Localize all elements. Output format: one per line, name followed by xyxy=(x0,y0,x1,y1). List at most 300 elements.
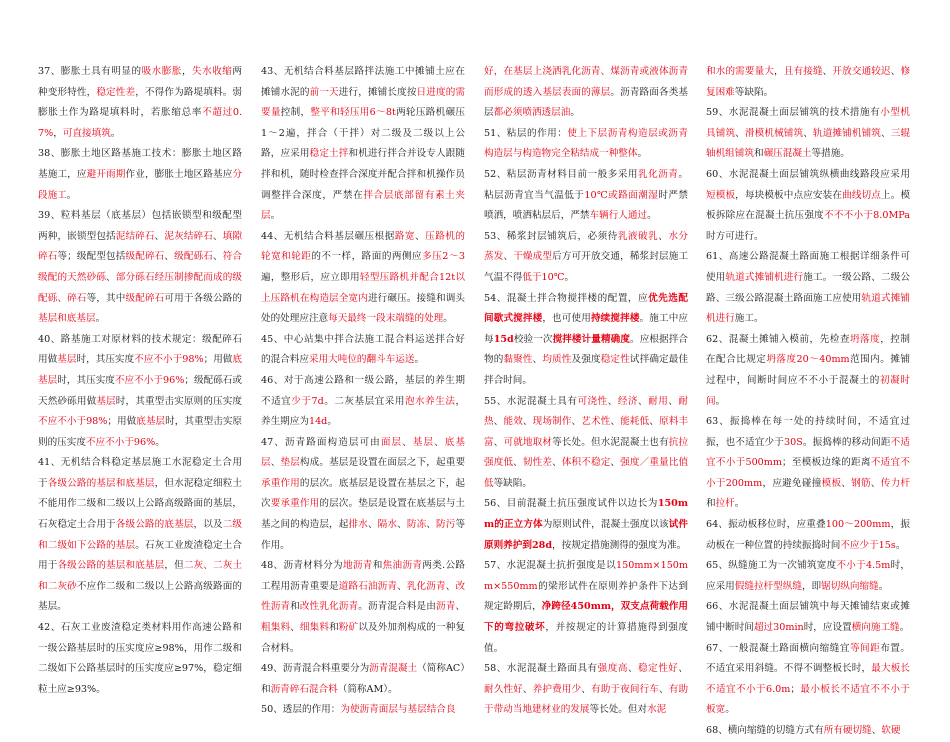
text-run: 55、水泥混凝土具有 xyxy=(484,395,578,407)
highlighted-text: 短模板 xyxy=(706,189,736,201)
text-run: 、 xyxy=(822,66,833,77)
text-run: 以及外加剂构成的一种复合材料。 xyxy=(261,622,466,654)
text-run: （简称AC）和 xyxy=(261,663,466,695)
highlighted-text: 整平和轻压用6～8t xyxy=(310,107,396,119)
highlighted-text: 曲线切点 xyxy=(842,189,881,201)
text-run: ；用做 xyxy=(107,416,137,428)
paragraph xyxy=(38,330,242,454)
text-run: 等缺陷。 xyxy=(734,86,774,98)
text-run: 、 xyxy=(106,271,116,283)
highlighted-text: 韧性差 xyxy=(522,457,553,469)
text-run: 、 xyxy=(434,436,445,448)
highlighted-text: 沥青混凝土 xyxy=(369,663,418,675)
text-run: 、 xyxy=(871,725,882,736)
paragraph xyxy=(706,412,910,515)
text-run: 、 xyxy=(678,663,688,675)
text-run: 、 xyxy=(367,519,378,531)
highlighted-text: 能效 xyxy=(503,416,523,428)
paragraph xyxy=(484,556,688,659)
highlighted-text: 垫层 xyxy=(280,457,300,469)
highlighted-text: 采用大吨位的翻斗车运送 xyxy=(308,354,415,366)
text-run: 时，其重型击实原则的压实度 xyxy=(38,416,243,448)
highlighted-text: 隔水 xyxy=(377,519,398,531)
highlighted-text: 持续搅拌楼 xyxy=(590,313,640,325)
highlighted-text: 30S xyxy=(784,436,803,448)
text-run: 等措施。 xyxy=(811,148,850,160)
text-run: ，控制在配合比规定 xyxy=(706,333,910,366)
text-run: 两类.公路工程用沥青重要是 xyxy=(261,560,466,592)
highlighted-text: 最大板长不适宜不小于6.0m xyxy=(706,663,911,695)
text-run: 。 xyxy=(270,210,281,222)
text-run: 、 xyxy=(610,416,621,428)
text-run: 。 xyxy=(570,107,580,119)
text-run: 43、无机结合料基层路拌法施工中摊铺土应在摊铺水泥的 xyxy=(261,66,465,98)
text-run: 66、水泥混凝土面层铺筑中每天摊铺结束或摊铺中断时间 xyxy=(706,601,910,634)
highlighted-text: 基层 xyxy=(57,354,77,366)
text-run: 58、水泥混凝土路面具有 xyxy=(484,663,598,675)
text-run: 、 xyxy=(668,395,679,407)
highlighted-text: 避开雨期 xyxy=(86,168,126,180)
text-run: 48、沥青材料分为 xyxy=(261,560,343,572)
text-run: ，并按规定的计算措施得到强度值。 xyxy=(484,622,689,654)
highlighted-text: 不应少于15s xyxy=(840,539,896,551)
highlighted-text: 分段施工 xyxy=(38,168,243,201)
paragraph xyxy=(706,103,910,165)
highlighted-text: 最小板长不适宜不不小于板宽 xyxy=(706,683,910,716)
text-run: 、 xyxy=(610,457,621,469)
paragraph xyxy=(38,453,242,618)
highlighted-text: 体积不稳定 xyxy=(561,457,611,469)
text-run: ； xyxy=(790,683,800,695)
text-run: 等长处。但水泥混凝土也有 xyxy=(552,436,669,448)
text-run: 。 xyxy=(95,313,106,325)
text-run: ，即 xyxy=(801,580,822,592)
highlighted-text: 使上下层沥青构造层或沥青构造层与构造物完全粘结成一种整体 xyxy=(484,127,688,160)
highlighted-text: 稳定土拌 xyxy=(309,148,349,160)
highlighted-text: 横向施工缝 xyxy=(851,622,900,634)
text-run: 。 xyxy=(637,148,648,160)
highlighted-text: 各级公路的底基层 xyxy=(115,519,194,531)
text-run: 、 xyxy=(154,230,165,242)
text-run: ；至模板边缘的距离 xyxy=(781,457,871,469)
text-run: 。沥青混合料是由 xyxy=(358,601,436,613)
text-run: 。振捣棒的移动间距 xyxy=(802,436,891,448)
paragraph xyxy=(706,165,910,247)
paragraph xyxy=(706,639,910,721)
highlighted-text: 粗集料 xyxy=(261,622,291,634)
text-run: 上。模板拆除应在混凝土抗压强度 xyxy=(706,189,911,222)
highlighted-text: 轻型压路机并配合12t以上压路机在构造层全宽内 xyxy=(261,271,465,304)
text-run: 等，其中 xyxy=(86,292,126,304)
text-run: 施工。一级公路、二级公路、三级公路混凝土路面施工应使用 xyxy=(706,271,911,304)
text-run: 38、膨胀土地区路基施工技术：膨胀土地区路基施工，应 xyxy=(38,148,242,180)
highlighted-text: 各级公路的基层和底基层 xyxy=(47,477,155,489)
highlighted-text: 不超过0.7% xyxy=(38,107,243,139)
paragraph xyxy=(484,392,688,495)
text-run: 、 xyxy=(552,457,562,469)
text-run: 及强度 xyxy=(571,354,601,366)
text-run: 、 xyxy=(213,230,223,242)
highlighted-text: 稳定性好 xyxy=(638,663,679,675)
highlighted-text: 粉矿 xyxy=(338,622,359,634)
highlighted-text: 艺术性 xyxy=(581,416,611,428)
text-run: 、 xyxy=(455,601,466,613)
highlighted-text: 为使沥青面层与基层结合良 xyxy=(340,704,456,716)
paragraph xyxy=(261,227,465,330)
highlighted-text: 不应不小于96% xyxy=(114,374,185,386)
highlighted-text: 稳定性差 xyxy=(96,86,136,98)
text-run: 构成。基层是设置在面层之下，起重要 xyxy=(299,457,466,469)
highlighted-text: 坍落度 xyxy=(849,333,881,345)
highlighted-text: 好，在基层上浇洒乳化沥青、煤沥青或液体沥青而形成的透入基层表面的薄层 xyxy=(484,66,688,98)
highlighted-text: 碾压混凝土 xyxy=(763,148,812,160)
text-run: 不应作二级和二级以上公路高级路面的基层。 xyxy=(38,580,243,613)
text-run: 50、透层的作用： xyxy=(261,704,341,716)
text-run: 、 xyxy=(426,519,437,531)
text-run: 。 xyxy=(110,127,121,139)
text-run: 时，其压实度 xyxy=(76,354,135,366)
text-run: 、 xyxy=(890,66,901,77)
text-run: 。沥青路面各类基层 xyxy=(484,86,689,119)
text-run: ，每块模板中点应安装在 xyxy=(735,189,843,201)
highlighted-text: 开放交通较迟 xyxy=(832,66,891,77)
text-run: 等作用。 xyxy=(261,519,466,551)
highlighted-text: 级配碎石 xyxy=(125,292,165,304)
text-run: 等长处。但对 xyxy=(589,704,648,716)
highlighted-text: 150mm×150mm×550mm xyxy=(484,560,688,592)
text-run: 、 xyxy=(881,127,891,139)
text-run: 进行，摊铺长度按 xyxy=(338,86,417,98)
text-run: 52、粘层沥青材料目前一般多采用 xyxy=(484,168,639,180)
paragraph xyxy=(38,62,242,144)
highlighted-text: 锯切纵向缩缝 xyxy=(821,580,879,592)
highlighted-text: 面层 xyxy=(380,436,403,448)
text-run: 时，应设置 xyxy=(803,622,852,634)
text-run: 60、水泥混凝土面层铺筑纵横曲线路段应采用 xyxy=(706,168,910,180)
highlighted-text: 不应不小于98% xyxy=(38,416,108,428)
paragraph xyxy=(706,556,910,597)
highlighted-text: 底基层 xyxy=(136,416,166,428)
text-run: ，应避免碰撞 xyxy=(762,477,822,489)
highlighted-text: 前一天 xyxy=(309,86,339,98)
text-run: 。 xyxy=(647,210,657,222)
text-run: 、 xyxy=(803,127,813,139)
text-run: 62、混凝土摊铺入模前，先检查 xyxy=(706,333,850,345)
highlighted-text: 初凝时间 xyxy=(706,374,911,407)
text-run: 后方可开放交通，稀浆封层施工气温不得 xyxy=(484,251,689,283)
text-run: 45、中心站集中拌合法施工混合料运送拌合好的混合料应 xyxy=(261,333,465,366)
text-run: ，不得作为路堤填料。弱膨胀土作为路堤填料时，若胀缩总率 xyxy=(38,86,243,119)
highlighted-text: 有助于夜间行车 xyxy=(590,683,660,695)
text-run: 、 xyxy=(532,354,543,366)
text-run: 时方可进行。 xyxy=(706,230,764,242)
paragraph xyxy=(261,62,465,227)
paragraph xyxy=(484,494,688,556)
text-run: ，振动板在一种位置的持续振捣时间 xyxy=(706,519,911,551)
highlighted-text: 乳化沥青 xyxy=(638,168,679,180)
paragraph xyxy=(484,659,688,721)
highlighted-text: 强度高 xyxy=(597,663,628,675)
text-run: 控制， xyxy=(280,107,311,119)
highlighted-text: 养护费用少 xyxy=(532,683,582,695)
highlighted-text: 轨道摊铺机铺筑 xyxy=(812,127,882,139)
text-run: 时，应采用 xyxy=(706,560,910,592)
text-run: 、 xyxy=(415,230,426,242)
text-run: 47、沥青路面构造层可由 xyxy=(261,436,381,448)
text-run: ， xyxy=(53,127,63,139)
text-run: 的层次。垫层是设置在底基层与土基之间的构造层，起 xyxy=(261,498,466,531)
paragraph xyxy=(706,330,910,412)
highlighted-text: 部分砾石经压制掺配而成的级配砾、碎石 xyxy=(38,271,243,304)
highlighted-text: 失水收缩 xyxy=(192,66,233,77)
text-run: 37、膨胀土具有明显的 xyxy=(38,66,142,77)
text-run: 68、横向缩缝的切缝方式有 xyxy=(706,725,824,736)
highlighted-text: 可浇性 xyxy=(577,395,608,407)
highlighted-text: 能耗低 xyxy=(620,416,650,428)
text-run: 39、粒料基层（底基层）包括嵌锁型和级配型两种，嵌锁型包括 xyxy=(38,210,242,242)
text-run: 。 xyxy=(66,189,77,201)
highlighted-text: 模板 xyxy=(821,477,842,489)
highlighted-text: 所有硬切缝 xyxy=(823,725,872,736)
highlighted-text: 有助于带动当地建材业的发展 xyxy=(484,683,689,716)
highlighted-text: 软硬 xyxy=(881,725,901,736)
text-column-2 xyxy=(261,62,465,721)
highlighted-text: 乳液破乳 xyxy=(617,230,659,242)
highlighted-text: 150mm的正立方体 xyxy=(484,498,688,531)
text-run: 。施工中应每 xyxy=(484,313,689,345)
highlighted-text: 日进度的需要量 xyxy=(261,86,466,119)
paragraph xyxy=(484,227,688,289)
highlighted-text: 吸水膨胀 xyxy=(141,66,182,77)
text-run: 、 xyxy=(503,251,514,263)
text-run: 。 xyxy=(899,622,910,634)
highlighted-text: 改性沥青 xyxy=(261,580,466,613)
text-run: 、 xyxy=(870,477,881,489)
highlighted-text: 泥灰结碎石 xyxy=(164,230,213,242)
highlighted-text: 耐用 xyxy=(648,395,669,407)
text-run: 的层次。底基层是设置在基层之下，起次 xyxy=(261,477,466,510)
highlighted-text: 基层 xyxy=(412,436,435,448)
text-run: 和 xyxy=(372,560,383,572)
text-run: ，以及 xyxy=(193,519,223,531)
highlighted-text: 和水的需要量大 xyxy=(706,66,775,77)
text-run: 、 xyxy=(402,436,413,448)
text-run: 时，其压实度 xyxy=(57,374,115,386)
highlighted-text: 符合级配的天然砂砾 xyxy=(38,251,243,283)
highlighted-text: 乳化沥青 xyxy=(406,580,446,592)
highlighted-text: 二级和二级如下公路的基层 xyxy=(38,519,243,551)
text-run: 。 xyxy=(443,313,453,325)
highlighted-text: 基层 xyxy=(96,395,116,407)
text-run: 、 xyxy=(659,683,669,695)
highlighted-text: 二灰、二灰土和二灰砂 xyxy=(38,560,243,592)
text-run: 进行碾压。接缝和调头处的处理应注意 xyxy=(261,292,466,325)
text-column-1 xyxy=(38,62,242,700)
text-run: 。 xyxy=(734,498,745,510)
highlighted-text: 要承重作用 xyxy=(270,498,320,510)
text-run: 可用于各级公路的 xyxy=(164,292,243,304)
text-run: 范围内。摊铺过程中，间断时间应不不小于混凝土的 xyxy=(706,354,910,386)
paragraph xyxy=(261,371,465,433)
highlighted-text: 坍落度20～40mm xyxy=(766,354,850,366)
text-run: 、 xyxy=(445,580,456,592)
highlighted-text: 强度／重量比值低 xyxy=(484,457,689,489)
text-run: （简称AM）。 xyxy=(337,683,398,695)
highlighted-text: 原料丰富 xyxy=(484,416,689,448)
highlighted-text: 不适宜不小于500mm xyxy=(706,436,911,469)
text-run: 等缺陷。 xyxy=(493,477,532,489)
text-run: 时，其重型击实原则的压实度 xyxy=(115,395,243,407)
paragraph xyxy=(706,597,910,638)
text-run: 、 xyxy=(493,416,504,428)
highlighted-text: 都必须喷洒透层油 xyxy=(493,107,571,119)
text-run: 51、粘层的作用： xyxy=(484,127,568,139)
highlighted-text: 且有接缝 xyxy=(783,66,823,77)
highlighted-text: 10℃或路面潮湿 xyxy=(584,189,659,201)
highlighted-text: 地沥青 xyxy=(342,560,373,572)
text-run: 、 xyxy=(638,395,649,407)
highlighted-text: 干燥成型 xyxy=(513,251,553,263)
highlighted-text: 经济 xyxy=(617,395,639,407)
paragraph xyxy=(38,206,242,330)
text-run: ，按规定措施测得的强度为准。 xyxy=(552,539,687,551)
text-run: 59、水泥混凝土面层铺筑的技术措施有 xyxy=(706,107,881,119)
highlighted-text: 车辆行人通过 xyxy=(589,210,648,222)
highlighted-text: 沥青碎石混合料 xyxy=(270,683,338,695)
highlighted-text: 可直接填筑 xyxy=(62,127,111,139)
paragraph xyxy=(38,144,242,206)
highlighted-text: 细集料 xyxy=(299,622,330,634)
highlighted-text: 15d xyxy=(493,333,514,345)
highlighted-text: 防污 xyxy=(436,519,456,531)
text-run: 等；级配型包括 xyxy=(57,251,126,263)
highlighted-text: 搅拌楼计量精确度 xyxy=(552,333,631,345)
text-run: ；级配砾石或天然砂砾用做 xyxy=(38,374,243,407)
text-run: 的不一样，路面的两侧应 xyxy=(311,251,423,263)
text-run: 64、振动板移位时，应重叠 xyxy=(706,519,826,531)
text-run: 、 xyxy=(270,457,281,469)
text-run: 。 xyxy=(414,354,425,366)
highlighted-text: 沥青 xyxy=(436,601,456,613)
text-run: 两种变形特性， xyxy=(38,66,242,98)
highlighted-text: 底基层 xyxy=(261,436,466,469)
highlighted-text: 改性乳化沥青 xyxy=(299,601,359,613)
highlighted-text: 泡水养生法 xyxy=(404,395,456,407)
text-run: 、 xyxy=(397,580,407,592)
highlighted-text: 滑模机械铺筑 xyxy=(744,127,804,139)
highlighted-text: 焦油沥青 xyxy=(382,560,423,572)
highlighted-text: 路宽 xyxy=(394,230,416,242)
text-run: 和 xyxy=(290,601,300,613)
highlighted-text: 可就地取材 xyxy=(503,436,553,448)
text-run: 。二灰基层宜采用 xyxy=(323,395,405,407)
text-run: 为原则试件，混凝土强度以该 xyxy=(542,519,669,531)
text-run: 、 xyxy=(571,416,582,428)
highlighted-text: 假缝拉杆型纵缝 xyxy=(734,580,802,592)
highlighted-text: 排水 xyxy=(348,519,368,531)
highlighted-text: 填隙碎石 xyxy=(38,230,243,263)
highlighted-text: 不应不小于96% xyxy=(85,436,156,448)
text-run: ， xyxy=(774,66,784,77)
highlighted-text: 基层和底基层 xyxy=(38,313,96,325)
text-run: 。石灰工业废渣稳定土合用于 xyxy=(38,539,242,572)
highlighted-text: 均质性 xyxy=(542,354,572,366)
highlighted-text: 每天最终一段末端缝的处理 xyxy=(328,313,444,325)
text-run: 。 xyxy=(155,436,165,448)
highlighted-text: 承重作用 xyxy=(261,477,300,489)
text-run: 41、无机结合料稳定基层施工水泥稳定土合用于 xyxy=(38,457,242,489)
paragraph xyxy=(261,700,465,721)
text-run: 、 xyxy=(522,416,533,428)
paragraph xyxy=(484,289,688,392)
paragraph xyxy=(706,62,910,103)
highlighted-text: 优先选配间歇式搅拌楼 xyxy=(484,292,688,325)
text-run: 和 xyxy=(753,148,764,160)
highlighted-text: 小型机具铺筑 xyxy=(706,107,910,139)
text-run: 67、一般混凝土路面横向缩缝宜 xyxy=(706,642,850,654)
text-run: 、 xyxy=(658,230,669,242)
highlighted-text: 水分蒸发 xyxy=(484,230,688,263)
text-run: 和机进行拌合并设专人跟随拌和机，随时检查拌合深度并配合拌和机操作员调整拌合深度，严禁在 xyxy=(261,148,466,201)
highlighted-text: 耐久性好 xyxy=(484,683,523,695)
text-run: 校验一次 xyxy=(513,333,553,345)
text-run: 时严禁喷洒，喷洒粘层后，严禁 xyxy=(484,189,689,222)
highlighted-text: 100～200mm xyxy=(825,519,891,531)
text-run: 作业，膨胀土地区路基应 xyxy=(125,168,233,180)
text-run: 。粘层沥青宜当气温低于 xyxy=(484,168,688,201)
paragraph xyxy=(261,556,465,659)
text-run: 、 xyxy=(607,395,618,407)
highlighted-text: 净跨径450mm，双支点荷载作用下的弯拉破坏 xyxy=(484,601,689,634)
highlighted-text: 底基层 xyxy=(38,354,243,386)
text-run: ， xyxy=(181,66,193,77)
text-run: 54、混凝土拌合物搅拌楼的配置，应 xyxy=(484,292,649,304)
highlighted-text: 超过30min xyxy=(753,622,804,634)
highlighted-text: 抗拉强度低 xyxy=(484,436,689,469)
text-run: 61、高速公路混凝土路面施工根据详细条件可使用 xyxy=(706,251,910,283)
paragraph xyxy=(484,62,688,124)
highlighted-text: 不小于4.5m xyxy=(836,560,891,572)
text-run: 49、沥青混合料重要分为 xyxy=(261,663,370,675)
text-run: 和 xyxy=(706,498,716,510)
highlighted-text: 等间距 xyxy=(849,642,881,654)
text-run: 46、对于高速公路和一级公路，基层的养生期不适宜 xyxy=(261,374,465,407)
highlighted-text: 级配砾石 xyxy=(174,251,214,263)
text-run: 两轮压路机碾压1～2遍，拌合（干拌）对二级及二级以上公路，应采用 xyxy=(261,107,466,160)
text-run: 的梁形试件在原则养护条件下达到规定龄期后， xyxy=(484,580,688,613)
highlighted-text: 试件原则养护到28d xyxy=(484,519,689,551)
highlighted-text: 压路机的轮宽和轮距 xyxy=(261,230,465,263)
text-column-4 xyxy=(706,62,910,742)
highlighted-text: 多压2～3 xyxy=(422,251,465,263)
text-run: 遍，整形后，应立即用 xyxy=(261,271,360,283)
paragraph xyxy=(261,433,465,557)
paragraph xyxy=(261,330,465,371)
highlighted-text: 传力杆 xyxy=(880,477,911,489)
text-run: 63、振捣棒在每一处的持续时间，不适宜过振，也不适宜少于 xyxy=(706,416,910,448)
text-run: 和 xyxy=(329,622,339,634)
text-run: ，但水泥稳定细粒土不能用作二级和二级以上公路高级路面的基层，石灰稳定土合用于 xyxy=(38,477,243,531)
highlighted-text: 拉杆 xyxy=(715,498,735,510)
text-run: ，养生期应为 xyxy=(261,395,466,428)
text-run: 。 xyxy=(327,416,337,428)
text-run: 布置。不适宜采用斜缝。不得不调整板长时， xyxy=(706,642,910,675)
text-run: 。 xyxy=(725,704,735,716)
text-run: 、 xyxy=(522,683,533,695)
paragraph xyxy=(484,124,688,165)
highlighted-text: 拌合层底部留有素土夹层 xyxy=(261,189,466,222)
highlighted-text: 稳定性 xyxy=(600,354,630,366)
